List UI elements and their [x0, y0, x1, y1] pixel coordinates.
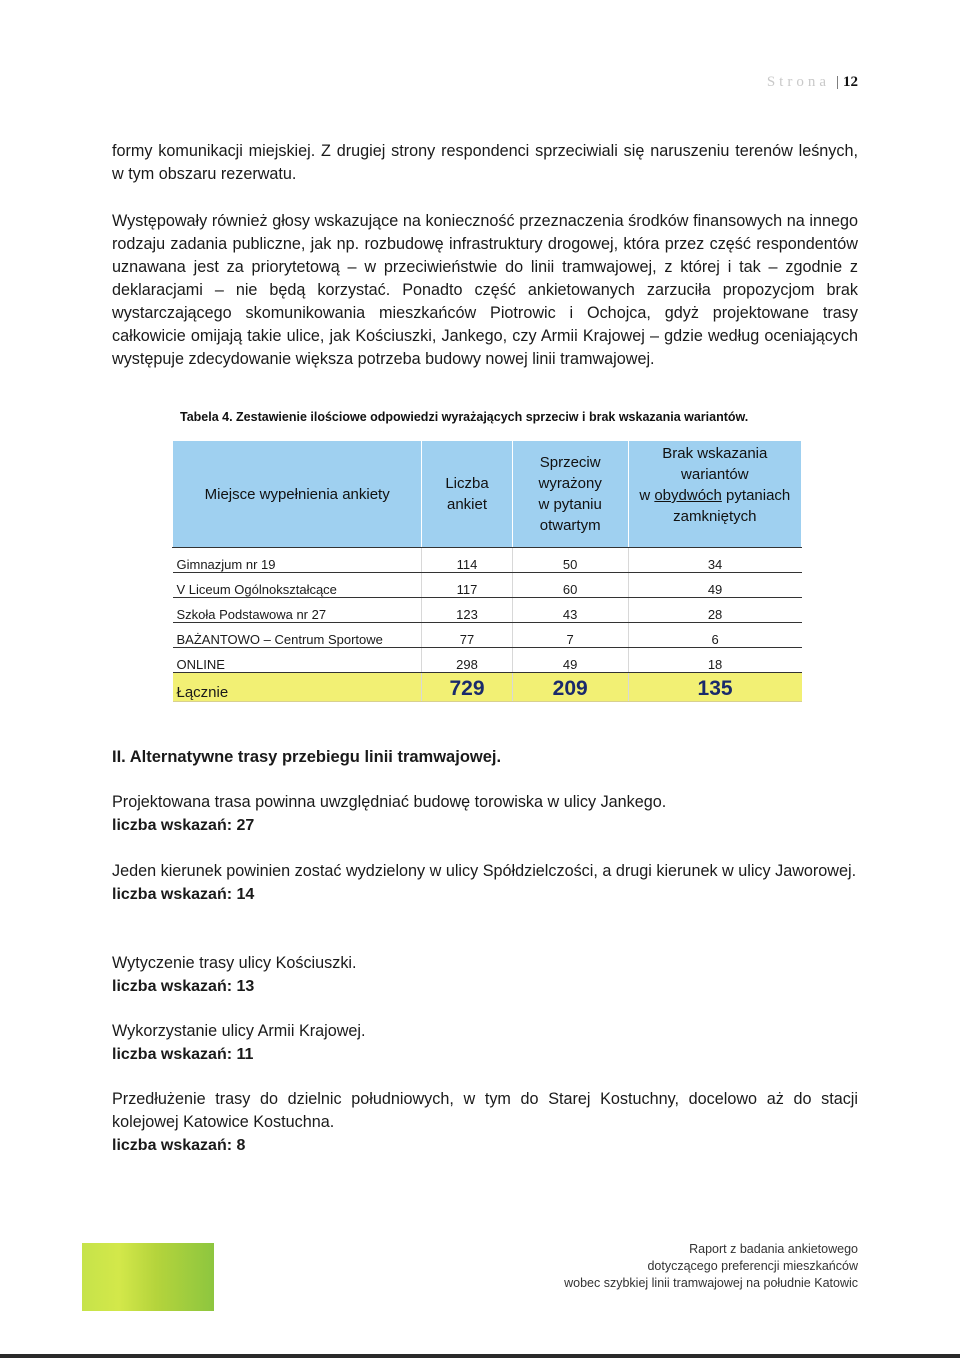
route-option-count: liczba wskazań: 11 — [112, 1046, 254, 1063]
table-total-row — [173, 673, 802, 702]
row-place: Gimnazjum nr 19 — [173, 548, 422, 573]
table-caption: Tabela 4. Zestawienie ilościowe odpowiedzi wyrażających sprzeciw i brak wskazania wariantów. — [180, 410, 749, 424]
row-opposition: 50 — [512, 548, 628, 573]
footer-line-3: wobec szybkiej linii tramwajowej na południe Katowic — [564, 1276, 858, 1290]
page-label: Strona — [766, 74, 830, 90]
route-option — [112, 1088, 858, 1157]
header-open-line2: wyrażony — [538, 475, 602, 492]
header-survey-count-line1: Liczba — [445, 475, 489, 492]
route-option-text: Wytyczenie trasy ulicy Kościuszki. — [112, 954, 357, 972]
paragraph-1: formy komunikacji miejskiej. Z drugiej strony respondenci sprzeciwiali się naruszeniu terenów leśnych, w tym obszaru rezerwatu. — [112, 142, 858, 183]
row-opposition: 43 — [512, 598, 628, 623]
row-no-choice: 6 — [628, 623, 801, 648]
row-place: V Liceum Ogólnokształcące — [173, 573, 422, 598]
header-closed-line2: wariantów — [681, 466, 749, 483]
footer-line-2: dotyczącego preferencji mieszkańców — [647, 1259, 858, 1273]
header-closed-line3b: obydwóch — [654, 487, 722, 504]
header-survey-count — [422, 441, 512, 548]
header-open-question-opposition — [512, 441, 628, 548]
header-no-variant-choice — [628, 441, 801, 548]
row-no-choice: 34 — [628, 548, 801, 573]
route-option — [112, 1020, 858, 1066]
row-opposition: 7 — [512, 623, 628, 648]
header-closed-line3a: w — [639, 487, 655, 504]
section-title: II. Alternatywne trasy przebiegu linii tramwajowej. — [112, 748, 502, 766]
paragraph-2: Występowały również głosy wskazujące na konieczność przeznaczenia środków finansowych na innego rodzaju zadania publiczne, jak np. rozbudowę infrastruktury drogowej, która przez część respondentów uznawana jest za priorytetową – w przeciwieństwie do linii tramwajowej, z której i tak – zgodnie z deklaracjami – nie będą korzystać. Ponadto część ankietowanych zarzuciła propozycjom brak wystarczającego skomunikowania mieszkańców Piotrowic i Ochojca, gdyż projektowane trasy całkowicie omijają takie ulice, jak Kościuszki, Jankego, czy Armii Krajowej – gdzie według oceniających występuje zdecydowanie większa potrzeba budowy nowej linii tramwajowej. — [112, 212, 858, 368]
header-open-line1: Sprzeciw — [539, 454, 601, 471]
total-surveys: 729 — [422, 673, 512, 702]
page-number: 12 — [843, 74, 858, 90]
row-surveys: 117 — [422, 573, 512, 598]
row-place: BAŻANTOWO – Centrum Sportowe — [173, 623, 422, 648]
row-surveys: 298 — [422, 648, 512, 673]
route-option-count: liczba wskazań: 8 — [112, 1137, 246, 1154]
header-closed-line3c: pytaniach — [721, 487, 791, 504]
row-place: ONLINE — [173, 648, 422, 673]
route-option-count: liczba wskazań: 14 — [112, 886, 255, 903]
total-label: Łącznie — [173, 673, 422, 702]
row-no-choice: 28 — [628, 598, 801, 623]
route-option — [112, 952, 858, 998]
row-surveys: 123 — [422, 598, 512, 623]
header-place: Miejsce wypełnienia ankiety — [173, 441, 422, 548]
row-opposition: 60 — [512, 573, 628, 598]
header-closed-line1: Brak wskazania — [662, 445, 768, 462]
table-row — [173, 598, 802, 623]
header-open-line3: w pytaniu — [538, 496, 602, 513]
row-opposition: 49 — [512, 648, 628, 673]
page-header — [767, 74, 858, 91]
route-option-count: liczba wskazań: 27 — [112, 817, 255, 834]
route-option-count: liczba wskazań: 13 — [112, 978, 255, 995]
total-no-choice: 135 — [628, 673, 801, 702]
report-logo — [82, 1243, 214, 1311]
total-opposition: 209 — [512, 673, 628, 702]
route-option — [112, 860, 858, 906]
header-closed-line4: zamkniętych — [673, 508, 757, 525]
route-option — [112, 791, 858, 837]
table-row — [173, 573, 802, 598]
table-row — [173, 648, 802, 673]
row-no-choice: 18 — [628, 648, 801, 673]
footer-line-1: Raport z badania ankietowego — [689, 1242, 858, 1256]
bottom-divider — [0, 1354, 960, 1358]
footer — [564, 1241, 858, 1292]
route-option-text: Jeden kierunek powinien zostać wydzielony w ulicy Spółdzielczości, a drugi kierunek w ulicy Jaworowej. — [112, 862, 857, 880]
table-row — [173, 623, 802, 648]
header-open-line4: otwartym — [539, 517, 601, 534]
row-surveys: 114 — [422, 548, 512, 573]
table-row — [173, 548, 802, 573]
route-option-text: Projektowana trasa powinna uwzględniać budowę torowiska w ulicy Jankego. — [112, 793, 667, 811]
row-surveys: 77 — [422, 623, 512, 648]
results-table — [172, 441, 802, 702]
row-place: Szkoła Podstawowa nr 27 — [173, 598, 422, 623]
header-survey-count-line2: ankiet — [447, 496, 488, 513]
route-option-text: Przedłużenie trasy do dzielnic południowych, w tym do Starej Kostuchny, docelowo aż do stacji kolejowej Katowice Kostuchna. — [112, 1090, 858, 1131]
route-option-text: Wykorzystanie ulicy Armii Krajowej. — [112, 1022, 366, 1040]
page-separator: | — [835, 74, 839, 90]
row-no-choice: 49 — [628, 573, 801, 598]
table-header-row — [173, 441, 802, 548]
